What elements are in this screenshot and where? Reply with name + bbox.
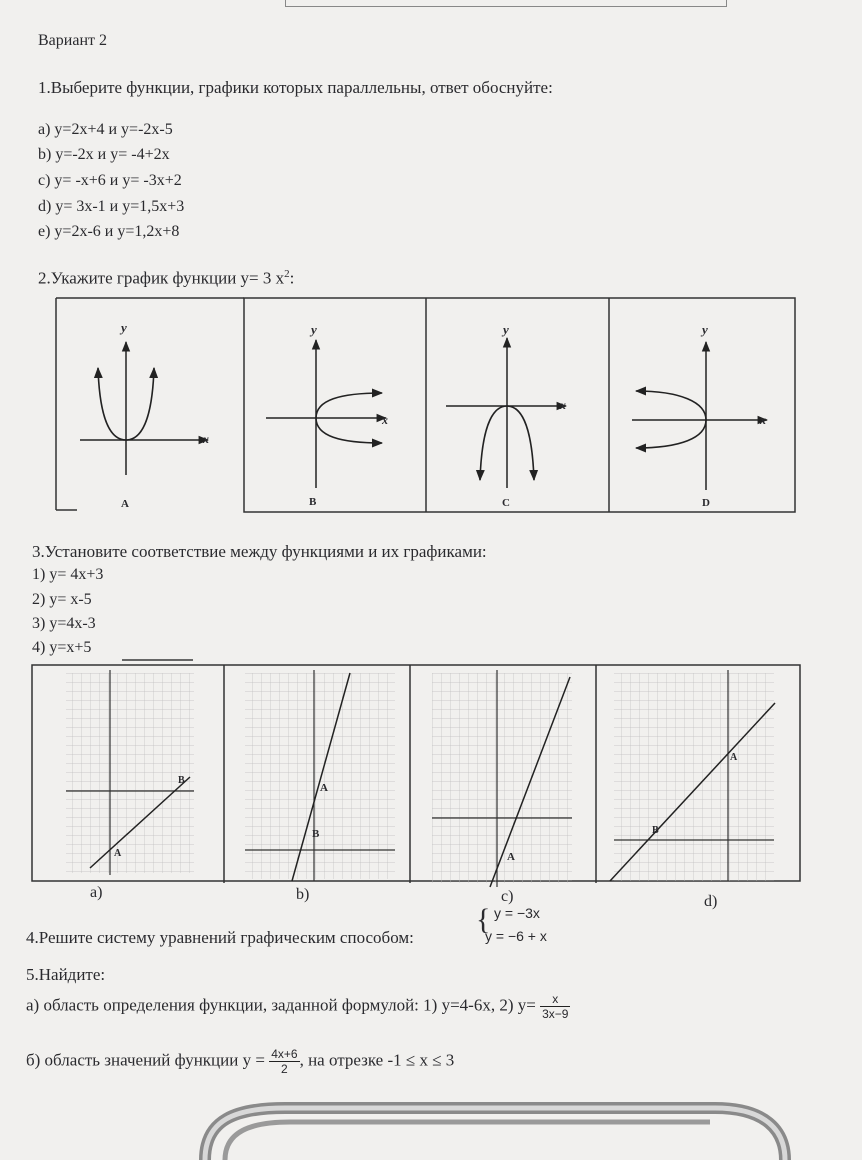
q3-caption-c: c) <box>501 888 514 905</box>
q2-title-sup: 2 <box>284 268 290 280</box>
q5-title: 5.Найдите: <box>26 965 106 984</box>
graph-B-x-label: x <box>382 413 388 427</box>
q3-item-4: 4) y=x+5 <box>32 639 92 656</box>
q5-a-text: а) область определения функции, заданной формулой: 1) y=4-6x, 2) y= <box>26 995 536 1015</box>
q1-option-e: e) y=2x-6 и y=1,2x+8 <box>38 223 180 240</box>
q3-item-3: 3) y=4x-3 <box>32 615 96 632</box>
q4-eq2: y = −6 + x <box>485 928 547 944</box>
graph-D <box>632 342 767 490</box>
q5-b-fraction <box>269 1047 299 1076</box>
graph-A-x-label: x <box>203 432 209 446</box>
q3-graph-b <box>245 670 395 881</box>
q1-option-a: а) y=2x+4 и y=-2x-5 <box>38 121 173 138</box>
q3-graphs-svg <box>0 655 862 905</box>
q3-b-point-A: A <box>320 782 328 794</box>
graph-C-y-label: y <box>503 322 509 337</box>
graph-D-y-label: y <box>702 322 708 337</box>
q3-d-point-A: A <box>730 752 738 763</box>
q5-a <box>26 992 570 1021</box>
q5-b-tail: , на отрезке -1 ≤ x ≤ 3 <box>299 1050 455 1070</box>
q3-caption-b: b) <box>296 886 310 903</box>
q3-a-point-A: A <box>114 848 122 859</box>
q5-b <box>26 1047 454 1076</box>
q2-title-text: 2.Укажите график функции y= 3 x <box>38 268 285 288</box>
q3-d-point-B: B <box>652 825 659 836</box>
q3-item-2: 2) y= x-5 <box>32 591 92 608</box>
q2-graphs-svg <box>0 290 862 520</box>
q3-caption-d: d) <box>704 893 718 910</box>
q2-title <box>38 268 294 289</box>
q3-b-point-B: B <box>312 828 320 840</box>
q3-graph-c <box>432 670 572 887</box>
q5-a-fraction <box>540 992 570 1021</box>
graph-D-caption: D <box>702 497 710 509</box>
q5-a-denominator: 3x−9 <box>542 1007 569 1021</box>
q1-option-b: b) y=-2x и y= -4+2x <box>38 146 170 163</box>
graph-B-caption: B <box>309 496 317 508</box>
q4-title: 4.Решите систему уравнений графическим способом: <box>26 928 414 947</box>
q1-option-c: c) y= -x+6 и y= -3x+2 <box>38 172 182 189</box>
q3-item-1: 1) y= 4x+3 <box>32 566 104 583</box>
variant-title: Вариант 2 <box>38 32 107 49</box>
q5-b-numerator: 4x+6 <box>271 1047 298 1061</box>
page-top-edge <box>285 0 727 7</box>
q5-b-denominator: 2 <box>281 1062 288 1076</box>
q3-graph-a <box>66 670 194 875</box>
q3-graph-d <box>610 670 775 881</box>
graph-A <box>80 342 208 475</box>
q5-b-text: б) область значений функции y = <box>26 1050 265 1070</box>
q3-c-point-A: A <box>507 851 515 863</box>
graph-C-caption: C <box>502 497 510 509</box>
paper-clip-icon <box>195 1100 795 1160</box>
q1-option-d: d) y= 3x-1 и y=1,5x+3 <box>38 198 185 215</box>
q4-eq1: y = −3x <box>494 905 540 921</box>
system-brace: { <box>476 903 491 936</box>
graph-A-caption: A <box>121 498 129 510</box>
graph-B-y-label: y <box>311 322 317 337</box>
graph-C-x-label: x <box>560 398 566 412</box>
graph-B <box>266 340 386 488</box>
q3-caption-a: a) <box>90 884 103 901</box>
q3-title: 3.Установите соответствие между функциями и их графиками: <box>32 542 487 561</box>
q3-a-point-B: B <box>178 775 185 786</box>
q5-a-numerator: x <box>540 992 570 1007</box>
graph-C <box>446 338 566 488</box>
graph-D-x-label: x <box>760 413 766 427</box>
q1-title: 1.Выберите функции, графики которых параллельны, ответ обоснуйте: <box>38 78 553 97</box>
q2-title-tail: : <box>289 268 295 288</box>
graph-A-y-label: y <box>121 320 127 335</box>
